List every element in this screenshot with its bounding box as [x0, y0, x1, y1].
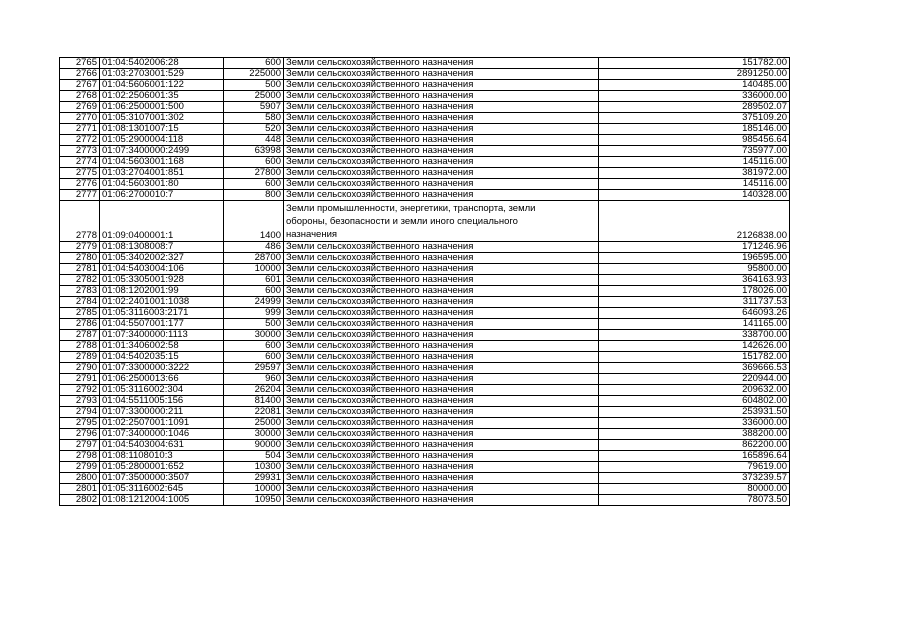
land-category-cell: Земли сельскохозяйственного назначения [284, 363, 599, 374]
table-row [60, 179, 790, 190]
cadastral-number-cell: 01:04:5402006:28 [100, 58, 224, 69]
row-number-cell: 2774 [60, 157, 100, 168]
cadastral-number-cell: 01:07:3300000:211 [100, 407, 224, 418]
table-row [60, 253, 790, 264]
cadastral-number-cell: 01:03:2703001:529 [100, 69, 224, 80]
table-row [60, 462, 790, 473]
cadastral-number-cell: 01:08:1212004:1005 [100, 495, 224, 506]
area-cell: 25000 [224, 91, 284, 102]
table-row [60, 264, 790, 275]
cadastral-number-cell: 01:04:5507001:177 [100, 319, 224, 330]
cadastral-number-cell: 01:05:3116003:2171 [100, 308, 224, 319]
land-category-cell: Земли сельскохозяйственного назначения [284, 374, 599, 385]
land-category-cell: Земли сельскохозяйственного назначения [284, 418, 599, 429]
area-cell: 10000 [224, 484, 284, 495]
cadastral-value-cell: 151782.00 [599, 352, 790, 363]
land-category-cell: Земли сельскохозяйственного назначения [284, 440, 599, 451]
table-row [60, 451, 790, 462]
land-category-cell: Земли сельскохозяйственного назначения [284, 157, 599, 168]
cadastral-value-cell: 95800.00 [599, 264, 790, 275]
cadastral-value-cell: 151782.00 [599, 58, 790, 69]
row-number-cell: 2778 [60, 201, 100, 242]
area-cell: 500 [224, 80, 284, 91]
cadastral-value-cell: 985456.64 [599, 135, 790, 146]
area-cell: 600 [224, 179, 284, 190]
row-number-cell: 2794 [60, 407, 100, 418]
table-row [60, 385, 790, 396]
area-cell: 960 [224, 374, 284, 385]
row-number-cell: 2769 [60, 102, 100, 113]
row-number-cell: 2792 [60, 385, 100, 396]
area-cell: 999 [224, 308, 284, 319]
row-number-cell: 2784 [60, 297, 100, 308]
area-cell: 28700 [224, 253, 284, 264]
cadastral-value-cell: 79619.00 [599, 462, 790, 473]
land-category-cell: Земли сельскохозяйственного назначения [284, 135, 599, 146]
table-row [60, 201, 790, 242]
cadastral-number-cell: 01:08:1301007:15 [100, 124, 224, 135]
land-category-cell: Земли сельскохозяйственного назначения [284, 275, 599, 286]
area-cell: 25000 [224, 418, 284, 429]
table-row [60, 157, 790, 168]
table-row [60, 341, 790, 352]
table-row [60, 275, 790, 286]
land-category-cell: Земли сельскохозяйственного назначения [284, 407, 599, 418]
table-row [60, 135, 790, 146]
cadastral-number-cell: 01:07:3500000:3507 [100, 473, 224, 484]
cadastral-value-cell: 336000.00 [599, 91, 790, 102]
area-cell: 29931 [224, 473, 284, 484]
land-category-cell: Земли сельскохозяйственного назначения [284, 473, 599, 484]
area-cell: 26204 [224, 385, 284, 396]
cadastral-number-cell: 01:09:0400001:1 [100, 201, 224, 242]
row-number-cell: 2787 [60, 330, 100, 341]
cadastral-number-cell: 01:04:5403004:106 [100, 264, 224, 275]
cadastral-value-cell: 185146.00 [599, 124, 790, 135]
area-cell: 24999 [224, 297, 284, 308]
cadastral-value-cell: 2126838.00 [599, 201, 790, 242]
area-cell: 30000 [224, 330, 284, 341]
cadastral-value-cell: 375109.20 [599, 113, 790, 124]
land-category-cell: Земли сельскохозяйственного назначения [284, 484, 599, 495]
area-cell: 500 [224, 319, 284, 330]
area-cell: 81400 [224, 396, 284, 407]
row-number-cell: 2788 [60, 341, 100, 352]
land-category-cell: Земли сельскохозяйственного назначения [284, 264, 599, 275]
land-category-cell: Земли сельскохозяйственного назначения [284, 319, 599, 330]
area-cell: 1400 [224, 201, 284, 242]
land-category-cell: Земли сельскохозяйственного назначения [284, 91, 599, 102]
area-cell: 600 [224, 352, 284, 363]
table-row [60, 440, 790, 451]
table-row [60, 352, 790, 363]
row-number-cell: 2793 [60, 396, 100, 407]
cadastral-value-cell: 80000.00 [599, 484, 790, 495]
area-cell: 22081 [224, 407, 284, 418]
land-category-cell: Земли сельскохозяйственного назначения [284, 330, 599, 341]
row-number-cell: 2782 [60, 275, 100, 286]
row-number-cell: 2768 [60, 91, 100, 102]
table-row [60, 242, 790, 253]
row-number-cell: 2767 [60, 80, 100, 91]
row-number-cell: 2780 [60, 253, 100, 264]
area-cell: 225000 [224, 69, 284, 80]
area-cell: 63998 [224, 146, 284, 157]
land-category-cell: Земли сельскохозяйственного назначения [284, 308, 599, 319]
land-category-cell: Земли сельскохозяйственного назначения [284, 385, 599, 396]
area-cell: 486 [224, 242, 284, 253]
table-row [60, 308, 790, 319]
table-row [60, 124, 790, 135]
row-number-cell: 2771 [60, 124, 100, 135]
cadastral-number-cell: 01:08:1202001:99 [100, 286, 224, 297]
row-number-cell: 2777 [60, 190, 100, 201]
cadastral-number-cell: 01:07:3400000:2499 [100, 146, 224, 157]
area-cell: 520 [224, 124, 284, 135]
cadastral-number-cell: 01:05:3107001:302 [100, 113, 224, 124]
table-row [60, 102, 790, 113]
land-category-cell: Земли сельскохозяйственного назначения [284, 69, 599, 80]
area-cell: 600 [224, 58, 284, 69]
cadastral-number-cell: 01:08:1108010:3 [100, 451, 224, 462]
cadastral-value-cell: 253931.50 [599, 407, 790, 418]
table-row [60, 484, 790, 495]
row-number-cell: 2785 [60, 308, 100, 319]
cadastral-number-cell: 01:06:2700010:7 [100, 190, 224, 201]
table-row [60, 495, 790, 506]
cadastral-value-cell: 862200.00 [599, 440, 790, 451]
cadastral-value-cell: 140328.00 [599, 190, 790, 201]
land-category-cell: Земли промышленности, энергетики, транспорта, земли обороны, безопасности и земли иного специального назначения [284, 201, 599, 242]
cadastral-number-cell: 01:06:2500013:66 [100, 374, 224, 385]
cadastral-value-cell: 381972.00 [599, 168, 790, 179]
area-cell: 90000 [224, 440, 284, 451]
cadastral-number-cell: 01:08:1308008:7 [100, 242, 224, 253]
area-cell: 448 [224, 135, 284, 146]
cadastral-number-cell: 01:05:2900004:118 [100, 135, 224, 146]
cadastral-value-cell: 336000.00 [599, 418, 790, 429]
cadastral-number-cell: 01:03:2704001:851 [100, 168, 224, 179]
table-row [60, 429, 790, 440]
cadastral-value-cell: 220944.00 [599, 374, 790, 385]
area-cell: 600 [224, 286, 284, 297]
cadastral-value-cell: 145116.00 [599, 179, 790, 190]
area-cell: 800 [224, 190, 284, 201]
row-number-cell: 2800 [60, 473, 100, 484]
land-category-cell: Земли сельскохозяйственного назначения [284, 102, 599, 113]
land-category-cell: Земли сельскохозяйственного назначения [284, 352, 599, 363]
land-category-cell: Земли сельскохозяйственного назначения [284, 168, 599, 179]
cadastral-value-cell: 388200.00 [599, 429, 790, 440]
cadastral-value-cell: 196595.00 [599, 253, 790, 264]
cadastral-number-cell: 01:07:3400000:1113 [100, 330, 224, 341]
cadastral-number-cell: 01:04:5511005:156 [100, 396, 224, 407]
cadastral-number-cell: 01:05:3305001:928 [100, 275, 224, 286]
table-row [60, 418, 790, 429]
table-row [60, 396, 790, 407]
cadastral-number-cell: 01:04:5603001:80 [100, 179, 224, 190]
cadastral-value-cell: 338700.00 [599, 330, 790, 341]
land-category-cell: Земли сельскохозяйственного назначения [284, 462, 599, 473]
cadastral-value-cell: 311737.53 [599, 297, 790, 308]
cadastral-value-cell: 209632.00 [599, 385, 790, 396]
row-number-cell: 2795 [60, 418, 100, 429]
land-category-cell: Земли сельскохозяйственного назначения [284, 124, 599, 135]
land-registry-table [59, 57, 790, 506]
area-cell: 504 [224, 451, 284, 462]
land-category-cell: Земли сельскохозяйственного назначения [284, 190, 599, 201]
table-row [60, 113, 790, 124]
cadastral-number-cell: 01:01:3406002:58 [100, 341, 224, 352]
cadastral-value-cell: 178026.00 [599, 286, 790, 297]
table-row [60, 58, 790, 69]
row-number-cell: 2775 [60, 168, 100, 179]
row-number-cell: 2781 [60, 264, 100, 275]
table-row [60, 473, 790, 484]
table-row [60, 286, 790, 297]
land-category-cell: Земли сельскохозяйственного назначения [284, 495, 599, 506]
row-number-cell: 2801 [60, 484, 100, 495]
cadastral-number-cell: 01:04:5402035:15 [100, 352, 224, 363]
cadastral-number-cell: 01:02:2401001:1038 [100, 297, 224, 308]
row-number-cell: 2796 [60, 429, 100, 440]
row-number-cell: 2770 [60, 113, 100, 124]
table-row [60, 146, 790, 157]
row-number-cell: 2779 [60, 242, 100, 253]
row-number-cell: 2791 [60, 374, 100, 385]
cadastral-value-cell: 373239.57 [599, 473, 790, 484]
cadastral-number-cell: 01:04:5403004:631 [100, 440, 224, 451]
table-row [60, 190, 790, 201]
row-number-cell: 2786 [60, 319, 100, 330]
land-category-cell: Земли сельскохозяйственного назначения [284, 341, 599, 352]
area-cell: 27800 [224, 168, 284, 179]
cadastral-value-cell: 141165.00 [599, 319, 790, 330]
cadastral-value-cell: 735977.00 [599, 146, 790, 157]
row-number-cell: 2772 [60, 135, 100, 146]
cadastral-value-cell: 78073.50 [599, 495, 790, 506]
cadastral-number-cell: 01:05:3116002:304 [100, 385, 224, 396]
area-cell: 10950 [224, 495, 284, 506]
table-row [60, 319, 790, 330]
row-number-cell: 2799 [60, 462, 100, 473]
table-row [60, 69, 790, 80]
row-number-cell: 2773 [60, 146, 100, 157]
land-category-cell: Земли сельскохозяйственного назначения [284, 297, 599, 308]
cadastral-number-cell: 01:06:2500001:500 [100, 102, 224, 113]
area-cell: 601 [224, 275, 284, 286]
row-number-cell: 2790 [60, 363, 100, 374]
row-number-cell: 2783 [60, 286, 100, 297]
cadastral-number-cell: 01:07:3300000:3222 [100, 363, 224, 374]
cadastral-number-cell: 01:02:2506001:35 [100, 91, 224, 102]
row-number-cell: 2765 [60, 58, 100, 69]
cadastral-value-cell: 646093.26 [599, 308, 790, 319]
row-number-cell: 2766 [60, 69, 100, 80]
table-row [60, 80, 790, 91]
cadastral-value-cell: 142626.00 [599, 341, 790, 352]
row-number-cell: 2802 [60, 495, 100, 506]
area-cell: 5907 [224, 102, 284, 113]
cadastral-number-cell: 01:05:2800001:652 [100, 462, 224, 473]
land-category-cell: Земли сельскохозяйственного назначения [284, 451, 599, 462]
cadastral-number-cell: 01:05:3116002:645 [100, 484, 224, 495]
cadastral-value-cell: 165896.64 [599, 451, 790, 462]
row-number-cell: 2776 [60, 179, 100, 190]
cadastral-number-cell: 01:04:5603001:168 [100, 157, 224, 168]
land-category-cell: Земли сельскохозяйственного назначения [284, 113, 599, 124]
table-body [60, 58, 790, 506]
table-row [60, 330, 790, 341]
cadastral-number-cell: 01:07:3400000:1046 [100, 429, 224, 440]
land-category-cell: Земли сельскохозяйственного назначения [284, 179, 599, 190]
cadastral-number-cell: 01:05:3402002:327 [100, 253, 224, 264]
table-row [60, 374, 790, 385]
area-cell: 29597 [224, 363, 284, 374]
land-category-cell: Земли сельскохозяйственного назначения [284, 253, 599, 264]
row-number-cell: 2797 [60, 440, 100, 451]
cadastral-value-cell: 289502.07 [599, 102, 790, 113]
table-row [60, 363, 790, 374]
cadastral-value-cell: 140485.00 [599, 80, 790, 91]
area-cell: 600 [224, 341, 284, 352]
land-category-cell: Земли сельскохозяйственного назначения [284, 396, 599, 407]
row-number-cell: 2798 [60, 451, 100, 462]
row-number-cell: 2789 [60, 352, 100, 363]
cadastral-value-cell: 171246.96 [599, 242, 790, 253]
table-row [60, 91, 790, 102]
land-category-cell: Земли сельскохозяйственного назначения [284, 429, 599, 440]
cadastral-value-cell: 604802.00 [599, 396, 790, 407]
area-cell: 600 [224, 157, 284, 168]
area-cell: 580 [224, 113, 284, 124]
table-row [60, 407, 790, 418]
table-row [60, 297, 790, 308]
area-cell: 10300 [224, 462, 284, 473]
cadastral-number-cell: 01:02:2507001:1091 [100, 418, 224, 429]
cadastral-value-cell: 2891250.00 [599, 69, 790, 80]
table-row [60, 168, 790, 179]
cadastral-value-cell: 369666.53 [599, 363, 790, 374]
cadastral-number-cell: 01:04:5606001:122 [100, 80, 224, 91]
land-category-cell: Земли сельскохозяйственного назначения [284, 242, 599, 253]
cadastral-value-cell: 145116.00 [599, 157, 790, 168]
cadastral-value-cell: 364163.93 [599, 275, 790, 286]
area-cell: 10000 [224, 264, 284, 275]
land-category-cell: Земли сельскохозяйственного назначения [284, 286, 599, 297]
area-cell: 30000 [224, 429, 284, 440]
land-category-cell: Земли сельскохозяйственного назначения [284, 80, 599, 91]
land-category-cell: Земли сельскохозяйственного назначения [284, 146, 599, 157]
land-category-cell: Земли сельскохозяйственного назначения [284, 58, 599, 69]
